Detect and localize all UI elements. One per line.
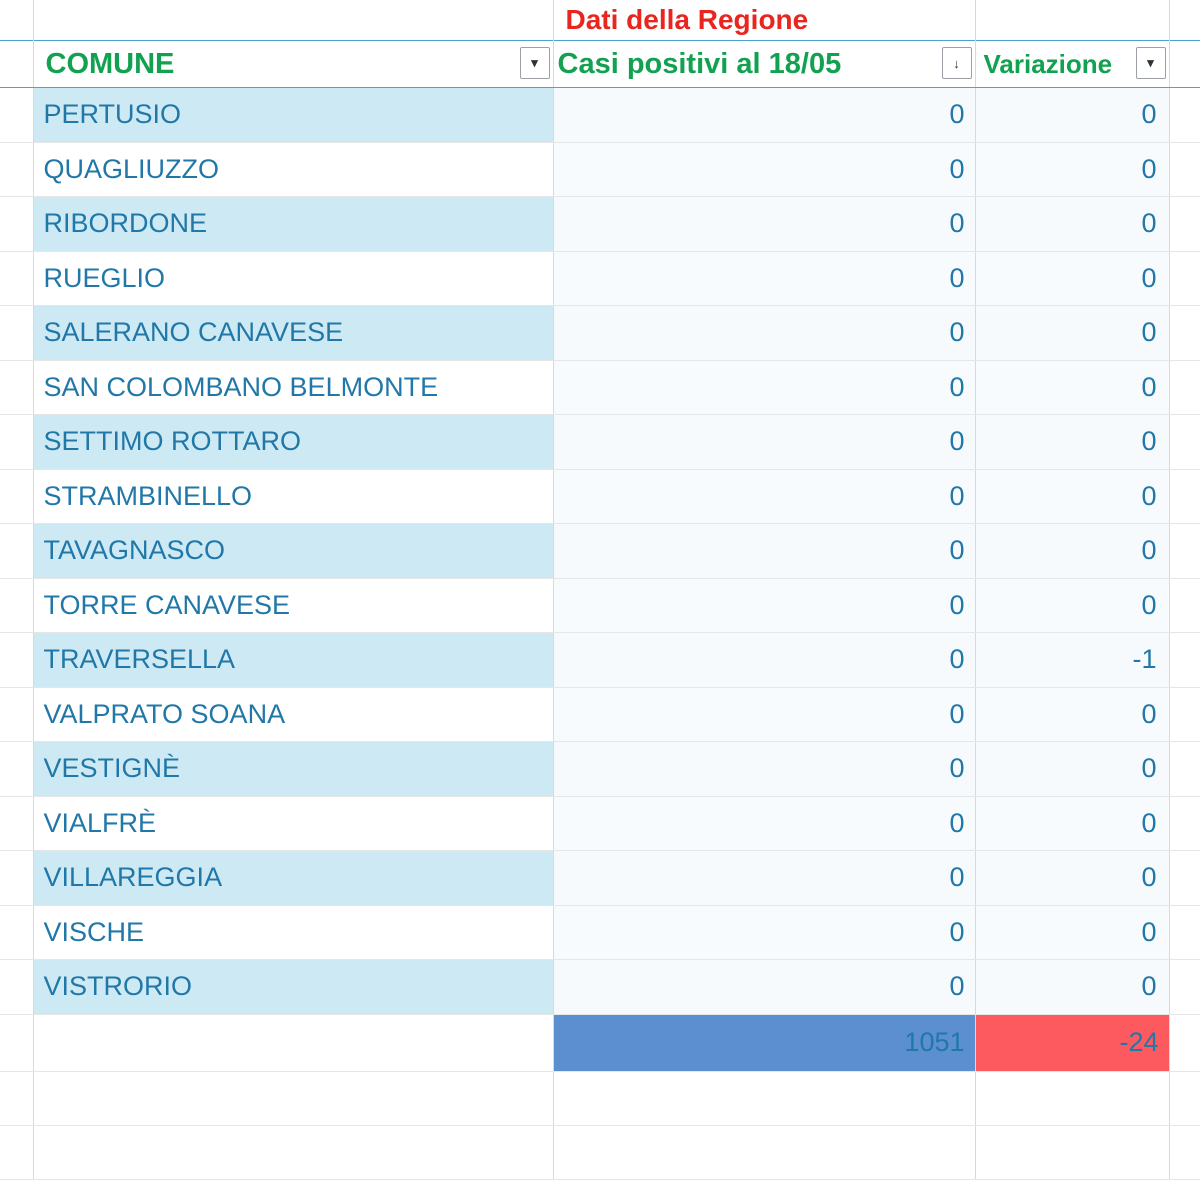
cell-comune[interactable]: VISTRORIO <box>33 960 553 1015</box>
empty-cell[interactable] <box>33 1125 553 1179</box>
row-header-cell[interactable] <box>0 1014 33 1071</box>
row-header-cell[interactable] <box>0 88 33 143</box>
row-header-cell[interactable] <box>0 687 33 742</box>
tail-cell <box>1169 1125 1200 1179</box>
table-row[interactable] <box>0 142 1200 197</box>
header-row <box>0 41 1200 88</box>
tail-cell <box>1169 415 1200 470</box>
total-row[interactable] <box>0 1014 1200 1071</box>
cell-casi[interactable]: 0 <box>553 306 975 361</box>
total-variazione[interactable]: -24 <box>975 1014 1169 1071</box>
cell-casi[interactable]: 0 <box>553 415 975 470</box>
table-row[interactable] <box>0 687 1200 742</box>
tail-cell <box>1169 905 1200 960</box>
cell-casi[interactable]: 0 <box>553 796 975 851</box>
cell-casi[interactable]: 0 <box>553 905 975 960</box>
tail-cell <box>1169 851 1200 906</box>
row-header-cell[interactable] <box>0 360 33 415</box>
cell-variazione[interactable]: 0 <box>975 142 1169 197</box>
row-header-cell[interactable] <box>0 960 33 1015</box>
row-header-cell[interactable] <box>0 415 33 470</box>
row-header-cell[interactable] <box>0 142 33 197</box>
row-header-cell[interactable] <box>0 851 33 906</box>
cell-variazione[interactable]: 0 <box>975 578 1169 633</box>
cell-comune[interactable]: VISCHE <box>33 905 553 960</box>
cell-comune[interactable]: STRAMBINELLO <box>33 469 553 524</box>
sort-descending-icon[interactable]: ↓ <box>942 47 972 79</box>
empty-cell[interactable] <box>33 1071 553 1125</box>
cell-variazione[interactable]: 0 <box>975 742 1169 797</box>
row-header-cell <box>0 0 33 41</box>
table-row[interactable] <box>0 578 1200 633</box>
cell-comune[interactable]: VILLAREGGIA <box>33 851 553 906</box>
tail-cell <box>1169 578 1200 633</box>
cell-comune[interactable]: VALPRATO SOANA <box>33 687 553 742</box>
cell-comune[interactable]: RUEGLIO <box>33 251 553 306</box>
cell-variazione[interactable]: 0 <box>975 415 1169 470</box>
cell-variazione[interactable]: 0 <box>975 88 1169 143</box>
table-row[interactable] <box>0 633 1200 688</box>
table-row[interactable] <box>0 851 1200 906</box>
empty-row[interactable] <box>0 1125 1200 1179</box>
tail-cell <box>1169 41 1200 88</box>
cell-variazione[interactable]: 0 <box>975 251 1169 306</box>
cell-variazione[interactable]: 0 <box>975 960 1169 1015</box>
table-row[interactable] <box>0 742 1200 797</box>
cell-comune[interactable]: PERTUSIO <box>33 88 553 143</box>
column-header-casi-label: Casi positivi al 18/05 <box>557 47 842 80</box>
row-header-cell[interactable] <box>0 306 33 361</box>
table-row[interactable] <box>0 306 1200 361</box>
cell-variazione[interactable]: 0 <box>975 360 1169 415</box>
total-casi[interactable]: 1051 <box>553 1014 975 1071</box>
cell-casi[interactable]: 0 <box>553 469 975 524</box>
table-row[interactable] <box>0 251 1200 306</box>
tail-cell <box>1169 360 1200 415</box>
tail-cell <box>1169 524 1200 579</box>
cell-casi[interactable]: 0 <box>553 633 975 688</box>
table-row[interactable] <box>0 415 1200 470</box>
cell-variazione[interactable]: 0 <box>975 687 1169 742</box>
tail-cell <box>1169 742 1200 797</box>
chevron-down-icon[interactable]: ▾ <box>1136 47 1166 79</box>
tail-cell <box>1169 142 1200 197</box>
tail-cell <box>1169 469 1200 524</box>
tail-cell <box>1169 0 1200 41</box>
row-header-cell[interactable] <box>0 524 33 579</box>
cell-comune[interactable]: RIBORDONE <box>33 197 553 252</box>
banner-blank-cell <box>33 0 553 41</box>
tail-cell <box>1169 1071 1200 1125</box>
cell-casi[interactable]: 0 <box>553 742 975 797</box>
row-header-cell[interactable] <box>0 578 33 633</box>
row-header-cell[interactable] <box>0 1071 33 1125</box>
chevron-down-icon[interactable]: ▾ <box>520 47 550 79</box>
total-label-cell <box>33 1014 553 1071</box>
cell-casi[interactable]: 0 <box>553 88 975 143</box>
row-header-cell[interactable] <box>0 197 33 252</box>
banner-variazione-cell <box>975 0 1169 41</box>
tail-cell <box>1169 633 1200 688</box>
tail-cell <box>1169 251 1200 306</box>
row-header-cell[interactable] <box>0 633 33 688</box>
empty-cell[interactable] <box>553 1071 975 1125</box>
tail-cell <box>1169 960 1200 1015</box>
cell-casi[interactable]: 0 <box>553 687 975 742</box>
cell-variazione[interactable]: 0 <box>975 905 1169 960</box>
table-row[interactable] <box>0 360 1200 415</box>
cell-variazione[interactable]: 0 <box>975 796 1169 851</box>
cell-comune[interactable]: TORRE CANAVESE <box>33 578 553 633</box>
tail-cell <box>1169 687 1200 742</box>
empty-row[interactable] <box>0 1071 1200 1125</box>
cell-variazione[interactable]: -1 <box>975 633 1169 688</box>
column-header-casi[interactable] <box>553 41 975 88</box>
column-header-comune[interactable] <box>33 41 553 88</box>
row-header-cell <box>0 41 33 88</box>
cell-variazione[interactable]: 0 <box>975 851 1169 906</box>
cell-comune[interactable]: VESTIGNÈ <box>33 742 553 797</box>
row-header-cell[interactable] <box>0 1125 33 1179</box>
cell-comune[interactable]: SAN COLOMBANO BELMONTE <box>33 360 553 415</box>
cell-variazione[interactable]: 0 <box>975 469 1169 524</box>
column-header-variazione[interactable] <box>975 41 1169 88</box>
tail-cell <box>1169 796 1200 851</box>
banner-row <box>0 0 1200 41</box>
cell-casi[interactable]: 0 <box>553 251 975 306</box>
tail-cell <box>1169 88 1200 143</box>
cell-comune[interactable]: QUAGLIUZZO <box>33 142 553 197</box>
table-row[interactable] <box>0 960 1200 1015</box>
table-row[interactable] <box>0 524 1200 579</box>
cell-comune[interactable]: TAVAGNASCO <box>33 524 553 579</box>
table-row[interactable] <box>0 905 1200 960</box>
tail-cell <box>1169 306 1200 361</box>
cell-casi[interactable]: 0 <box>553 578 975 633</box>
cell-comune[interactable]: SALERANO CANAVESE <box>33 306 553 361</box>
cell-casi[interactable]: 0 <box>553 142 975 197</box>
cell-variazione[interactable]: 0 <box>975 306 1169 361</box>
row-header-cell[interactable] <box>0 742 33 797</box>
cell-casi[interactable]: 0 <box>553 851 975 906</box>
row-header-cell[interactable] <box>0 796 33 851</box>
cell-comune[interactable]: VIALFRÈ <box>33 796 553 851</box>
empty-cell[interactable] <box>975 1071 1169 1125</box>
cell-casi[interactable]: 0 <box>553 960 975 1015</box>
column-header-variazione-label: Variazione <box>983 48 1113 79</box>
row-header-cell[interactable] <box>0 251 33 306</box>
cell-variazione[interactable]: 0 <box>975 197 1169 252</box>
table-row[interactable] <box>0 796 1200 851</box>
cell-casi[interactable]: 0 <box>553 360 975 415</box>
cell-casi[interactable]: 0 <box>553 197 975 252</box>
table-row[interactable] <box>0 88 1200 143</box>
row-header-cell[interactable] <box>0 905 33 960</box>
banner-title: Dati della Regione <box>553 0 975 41</box>
row-header-cell[interactable] <box>0 469 33 524</box>
cell-casi[interactable]: 0 <box>553 524 975 579</box>
tail-cell <box>1169 197 1200 252</box>
cell-comune[interactable]: SETTIMO ROTTARO <box>33 415 553 470</box>
cell-variazione[interactable]: 0 <box>975 524 1169 579</box>
table-row[interactable] <box>0 469 1200 524</box>
empty-cell[interactable] <box>975 1125 1169 1179</box>
column-header-comune-label: COMUNE <box>45 47 175 80</box>
cell-comune[interactable]: TRAVERSELLA <box>33 633 553 688</box>
table-row[interactable] <box>0 197 1200 252</box>
empty-cell[interactable] <box>553 1125 975 1179</box>
tail-cell <box>1169 1014 1200 1071</box>
